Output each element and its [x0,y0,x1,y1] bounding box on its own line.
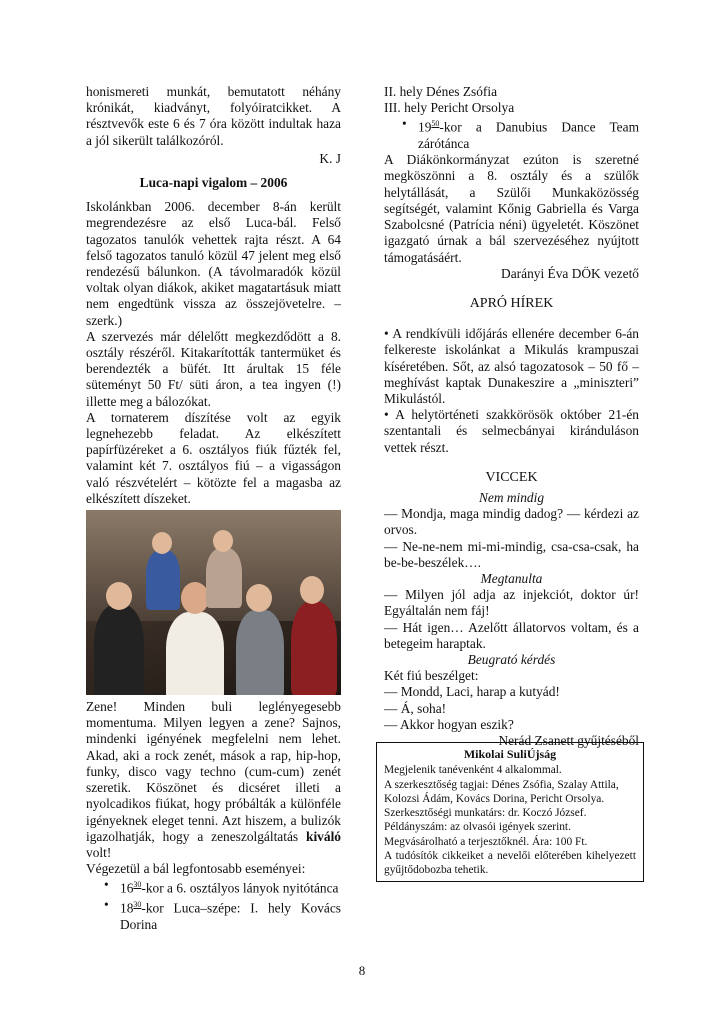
imprint-line: A tudósítók cikkeiket a nevelői előterében kihelyezett gyűjtődobozba tehetik. [384,850,636,877]
joke-title: Beugrató kérdés [467,651,556,667]
imprint-line: Megvásárolható a terjesztőknél. Ára: 100 Ft. [384,835,588,848]
joke-line: — Mondd, Laci, harap a kutyád! [384,684,560,700]
joke-line: — Mondja, maga mindig dadog? — kérdezi az orvos. [384,506,639,538]
author-signature: K. J [319,150,341,166]
news-heading: APRÓ HÍREK [469,295,554,311]
joke-line: — Á, soha! [384,700,447,716]
article-title: Luca-napi vigalom – 2006 [139,175,288,191]
joke-line: Két fiú beszélget: [384,668,479,684]
place-line: III. hely Pericht Orsolya [384,100,515,116]
list-item: • $19^{50}$-kor a Danubius Dance Team zárótánca [418,116,639,152]
joke-line: — Akkor hogyan eszik? [384,716,514,732]
joke-title: Megtanulta [480,570,543,586]
imprint-line: A szerkesztőség tagjai: Dénes Zsófia, Szalay Attila, Kolozsi Ádám, Kovács Dorina, Pericht Orsolya. [384,778,619,805]
list-item: • $16^{30}$-kor a 6. osztályos lányok nyitótánca [120,877,341,897]
thanks-paragraph: A Diákönkormányzat ezúton is szeretné megköszönni a 8. osztály és a szülők helytállását, a Szülői Munkaközösség segítségét, valamint Kőnig Gabriella és Varga Szabolcsné (Patrícia néni) ügyeletét. Köszönet igazgató úrnak a bál szervezéséhez nyújtott támogatásáért. [384,152,639,265]
dok-signature: Darányi Éva DÖK vezető [501,265,639,281]
article-paragraph: Iskolánkban 2006. december 8-án került megrendezésre az első Luca-bál. Felső tagozatos tanulók vehettek rajta részt. A 64 felső tagozatos tanuló közül 47 jelent meg első rendezésű bálunkon. (A távolmaradók közül voltak olyan diákok, akiket magatartásuk miatt nem engedtünk vissza az összejövetelre. – szerk.) [86,199,341,328]
events-list [86,877,341,933]
list-item: • $18^{30}$-kor Luca–szépe: I. hely Kovács Dorina [120,897,341,933]
joke-line: — Hát igen… Azelőtt állatorvos voltam, és a betegeim haraptak. [384,619,639,651]
news-item: • A helytörténeti szakkörösök október 21-én szentantali és selmecbányai kiránduláson vettek részt. [384,407,639,455]
imprint-line: Szerkesztőségi munkatárs: dr. Koczó József. [384,807,587,820]
jokes-signature: Nerád Zsanett gyűjtéséből [498,732,639,748]
joke-title: Nem mindig [478,489,545,505]
imprint-box [376,742,644,882]
left-column [86,84,341,933]
joke-line: — Ne-ne-nem mi-mi-mindig, csa-csa-csak, ha be-be-beszélek…. [384,538,639,570]
events-intro: Végezetül a bál legfontosabb eseményei: [86,861,306,877]
page-number: 8 [358,963,366,978]
party-photo [86,510,341,695]
news-item: • A rendkívüli időjárás ellenére december 6-án felkereste iskolánkat a Mikulás krampuszai kíséretében. Sőt, az alsó tagozatosok – 50 fő – meghívást kaptak Dunakeszire a „miniszteri” Mikulástól. [384,326,639,406]
article-paragraph: A szervezés már délelőtt megkezdődött a 8. osztály részéről. Kitakarították tantermüket és berendezték a büfét. Itt árultak 15 féle süteményt 50 Ft/ süti áron, a tea ingyen (!) illette meg a bálozókat. [86,328,341,409]
imprint-title: Mikolai SuliÚjság [463,747,557,761]
music-paragraph: Zene! Minden buli leglényegesebb momentuma. Milyen legyen a zene? Sajnos, mindenki igényének megfelelni nem lehet. Akad, aki a rock zenét, mások a rap, hip-hop, funky, disco vagy techno (cum-cum) zenét szeretik. Köszönet és dicséret illeti a nyolcadikos fiúkat, hogy próbálták a különféle igényeknek eleget tenni. Azt hiszem, a bulizók igazolhatják, hogy a zeneszolgáltatás kiváló volt! [86,699,341,860]
article-paragraph: A tornaterem díszítése volt az egyik legnehezebb feladat. Az elkészített papírfüzéreket a 6. osztályos fiúk fűzték fel, valamint két 7. osztályos fiú – a vigasságon való részvételért – kötözte fel a magasba az elkészített díszeket. [86,409,341,506]
imprint-line: Megjelenik tanévenként 4 alkalommal. [384,764,562,777]
intro-paragraph: honismereti munkát, bemutatott néhány krónikát, kiadványt, folyóiratcikket. A résztvevők este 6 és 7 óra között indultak haza a jól sikerült találkozóról. [86,84,341,148]
right-column [384,84,639,749]
joke-line: — Milyen jól adja az injekciót, doktor úr! Egyáltalán nem fáj! [384,587,639,619]
place-line: II. hely Dénes Zsófia [384,84,498,99]
jokes-heading: VICCEK [485,469,538,485]
events-list-cont [384,116,639,152]
imprint-line: Példányszám: az olvasói igények szerint. [384,821,571,834]
